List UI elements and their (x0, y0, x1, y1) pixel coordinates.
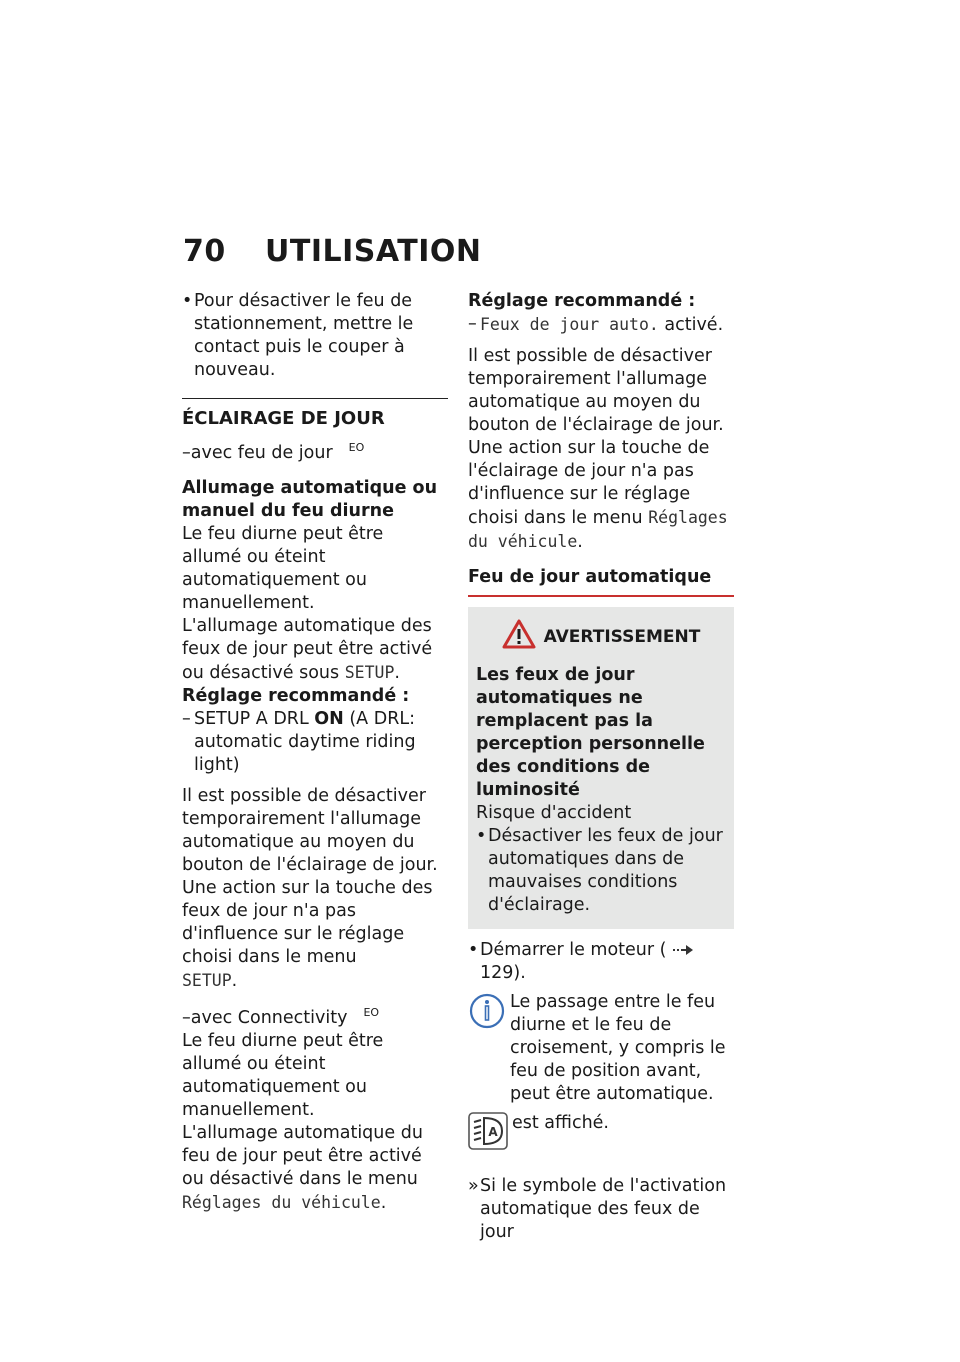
p5-mono: Réglages du véhicule (182, 1192, 381, 1212)
spacer (182, 993, 448, 1001)
section-title-eclairage: ÉCLAIRAGE DE JOUR (182, 398, 448, 430)
auto-daylight-icon (468, 1112, 508, 1157)
right-column (468, 290, 734, 1244)
p5-suffix: . (380, 1192, 387, 1213)
svg-text:A: A (488, 1125, 498, 1139)
paragraph-auto-menu (182, 1122, 448, 1215)
variant-daylight-text: –avec feu de jour (182, 442, 333, 463)
variant-daylight (182, 436, 448, 465)
display-text: est affiché. (512, 1113, 609, 1133)
start-engine-text: Démarrer le moteur ( (480, 940, 667, 960)
p3-text: Il est possible de désactiver temporairement l'allumage automatique au moyen du bouton de l'éclairage de jour. Une action sur la touche des feux de jour n'a pas d'influence sur le réglage choisi dans le menu (182, 785, 438, 967)
reco-item-left (182, 708, 448, 777)
page-number: 70 (183, 234, 226, 269)
dash: – (468, 314, 477, 334)
arrow-ref-icon (666, 940, 694, 960)
warning-label: AVERTISSEMENT (543, 627, 701, 647)
info-note (468, 991, 734, 1106)
info-icon (468, 991, 506, 1038)
p2-mono: SETUP (344, 662, 395, 682)
p1-right-text: Il est possible de désactiver temporairement l'allumage automatique au moyen du bouton de l'éclairage de jour. Une action sur la touche de l'éclairage de jour n'a pas d'influence sur le réglage choisi dans le menu (468, 346, 724, 528)
warning-bullet (476, 825, 726, 917)
bullet-dot: • (182, 291, 193, 311)
page-ref-link[interactable]: 129 (480, 963, 514, 983)
info-text: Le passage entre le feu diurne et le feu de croisement, y compris le feu de position avant, peut être automatique. (510, 992, 726, 1104)
warning-bold-text: Les feux de jour automatiques ne remplacent pas la perception personnelle des conditions de luminosité (476, 665, 705, 800)
warning-triangle-icon (502, 619, 536, 656)
reco-right-mono: Feux de jour auto. (480, 315, 659, 334)
section-title-auto-daylight: Feu de jour automatique (468, 566, 734, 597)
warning-box (468, 607, 734, 929)
intro-bullet (182, 290, 448, 382)
reco-prefix: SETUP A DRL (194, 708, 315, 729)
paragraph-diurne-2: Le feu diurne peut être allumé ou éteint automatiquement ou manuellement. (182, 1030, 384, 1120)
reco-heading-right: Réglage recommandé : (468, 291, 696, 311)
p5-text: L'allumage automatique du feu de jour peut être activé ou désactivé dans le menu (182, 1122, 423, 1189)
start-engine-bullet (468, 939, 734, 985)
spacer (182, 777, 448, 785)
dash: – (182, 708, 191, 729)
p2-text: L'allumage automatique des feux de jour peut être activé ou désactivé sous (182, 615, 433, 683)
paragraph-temp-disable-right (468, 345, 734, 554)
paragraph-auto-setup (182, 615, 448, 685)
variant-connectivity (182, 1001, 448, 1030)
variant-connectivity-code: EO (363, 1005, 380, 1019)
reco-heading-left: Réglage recommandé : (182, 685, 410, 706)
page-header (183, 234, 482, 269)
page-title: UTILISATION (265, 234, 482, 269)
bullet-dot: • (476, 826, 487, 846)
subheading-auto-manual: Allumage automatique ou manuel du feu diurne (182, 477, 438, 521)
result-item (468, 1175, 734, 1244)
warning-bullet-text: Désactiver les feux de jour automatiques dans de mauvaises conditions d'éclairage. (488, 826, 723, 915)
left-column (182, 290, 448, 1215)
variant-connectivity-text: –avec Connectivity (182, 1007, 348, 1028)
paragraph-temp-disable-left (182, 785, 448, 993)
result-text: Si le symbole de l'activation automatique des feux de jour (480, 1176, 727, 1242)
reco-bold: ON (314, 708, 344, 729)
display-note (468, 1112, 734, 1157)
bullet-dot: • (468, 940, 479, 960)
intro-bullet-text: Pour désactiver le feu de stationnement, mettre le contact puis le couper à nouveau. (194, 291, 414, 380)
variant-daylight-code: EO (348, 441, 365, 454)
result-marker: » (468, 1176, 479, 1196)
reco-right-suffix: activé. (658, 315, 724, 335)
p2-suffix: . (394, 662, 400, 683)
p1-right-suffix: . (577, 532, 583, 552)
p3-mono: SETUP (182, 970, 232, 990)
reco-suffix: (A DRL: automatic daytime riding light) (194, 708, 416, 775)
spacer (468, 337, 734, 345)
warning-header (476, 619, 726, 656)
reco-item-right (468, 313, 734, 337)
warning-risk: Risque d'accident (476, 803, 632, 823)
p1-right-mono: Réglages du véhicule (468, 508, 728, 551)
start-engine-suffix: ). (513, 963, 526, 983)
p3-suffix: . (231, 970, 238, 991)
paragraph-diurne: Le feu diurne peut être allumé ou éteint automatiquement ou manuellement. (182, 523, 384, 613)
